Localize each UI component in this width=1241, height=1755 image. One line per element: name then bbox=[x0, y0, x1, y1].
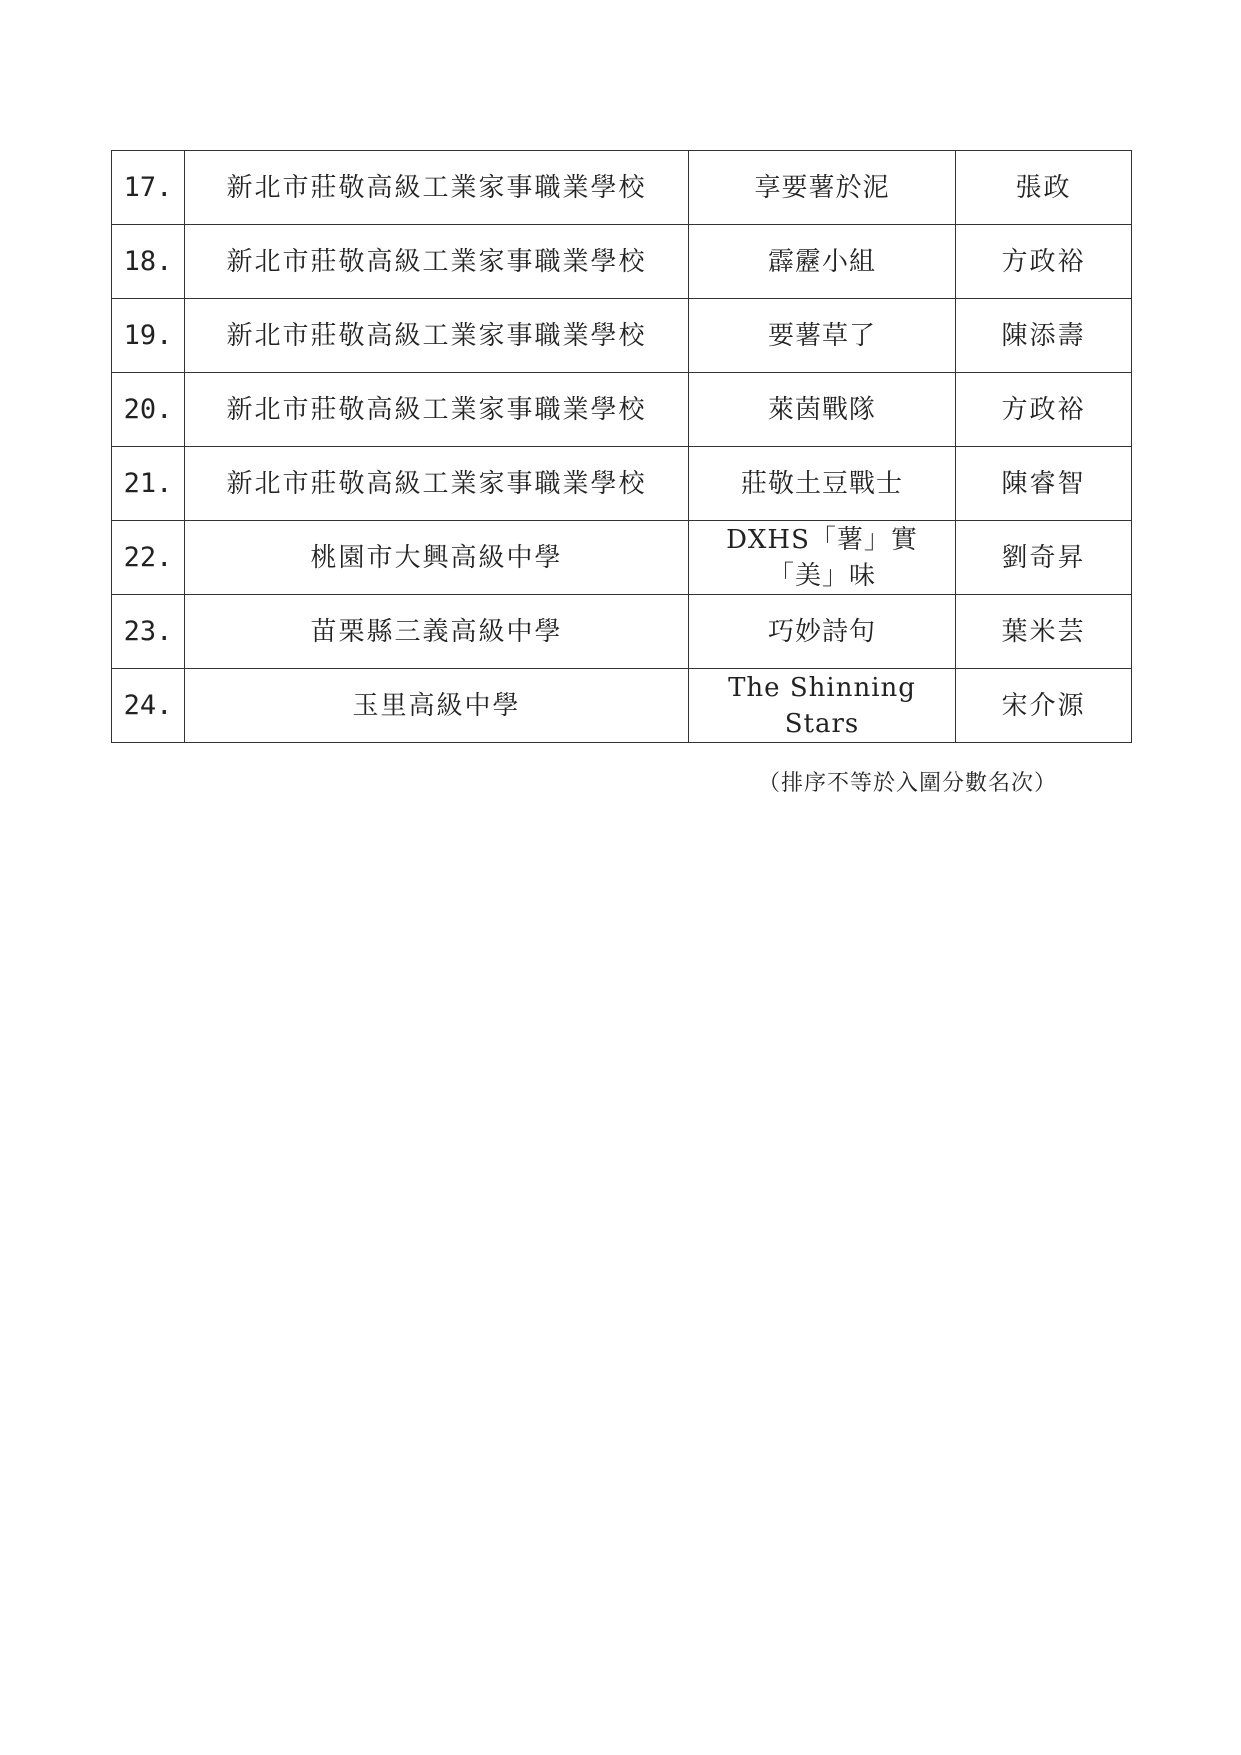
row-number: 24. bbox=[112, 669, 185, 743]
team-name: 莊敬土豆戰士 bbox=[689, 447, 956, 521]
row-number: 18. bbox=[112, 225, 185, 299]
team-name: The Shinning Stars bbox=[689, 669, 956, 743]
row-number: 21. bbox=[112, 447, 185, 521]
school-name: 玉里高級中學 bbox=[185, 669, 689, 743]
teacher-name: 宋介源 bbox=[956, 669, 1132, 743]
teacher-name: 葉米芸 bbox=[956, 595, 1132, 669]
team-name: 享要薯於泥 bbox=[689, 151, 956, 225]
teacher-name: 方政裕 bbox=[956, 373, 1132, 447]
team-name: 巧妙詩句 bbox=[689, 595, 956, 669]
school-name: 苗栗縣三義高級中學 bbox=[185, 595, 689, 669]
team-name: 霹靂小組 bbox=[689, 225, 956, 299]
school-name: 新北市莊敬高級工業家事職業學校 bbox=[185, 225, 689, 299]
teacher-name: 方政裕 bbox=[956, 225, 1132, 299]
row-number: 23. bbox=[112, 595, 185, 669]
row-number: 19. bbox=[112, 299, 185, 373]
row-number: 20. bbox=[112, 373, 185, 447]
teacher-name: 劉奇昇 bbox=[956, 521, 1132, 595]
ranking-footnote: （排序不等於入圍分數名次） bbox=[758, 771, 1058, 796]
team-name: 萊茵戰隊 bbox=[689, 373, 956, 447]
teacher-name: 陳睿智 bbox=[956, 447, 1132, 521]
teacher-name: 陳添壽 bbox=[956, 299, 1132, 373]
table-row bbox=[112, 521, 1132, 595]
school-name: 桃園市大興高級中學 bbox=[185, 521, 689, 595]
teacher-name: 張政 bbox=[956, 151, 1132, 225]
row-number: 17. bbox=[112, 151, 185, 225]
table-row bbox=[112, 225, 1132, 299]
table-row bbox=[112, 669, 1132, 743]
results-table bbox=[111, 150, 1132, 743]
school-name: 新北市莊敬高級工業家事職業學校 bbox=[185, 373, 689, 447]
table-row bbox=[112, 447, 1132, 521]
school-name: 新北市莊敬高級工業家事職業學校 bbox=[185, 151, 689, 225]
table-row bbox=[112, 373, 1132, 447]
team-name: 要薯草了 bbox=[689, 299, 956, 373]
table-row bbox=[112, 299, 1132, 373]
table-row bbox=[112, 151, 1132, 225]
row-number: 22. bbox=[112, 521, 185, 595]
table-row bbox=[112, 595, 1132, 669]
team-name: DXHS「薯」實「美」味 bbox=[689, 521, 956, 595]
school-name: 新北市莊敬高級工業家事職業學校 bbox=[185, 299, 689, 373]
school-name: 新北市莊敬高級工業家事職業學校 bbox=[185, 447, 689, 521]
